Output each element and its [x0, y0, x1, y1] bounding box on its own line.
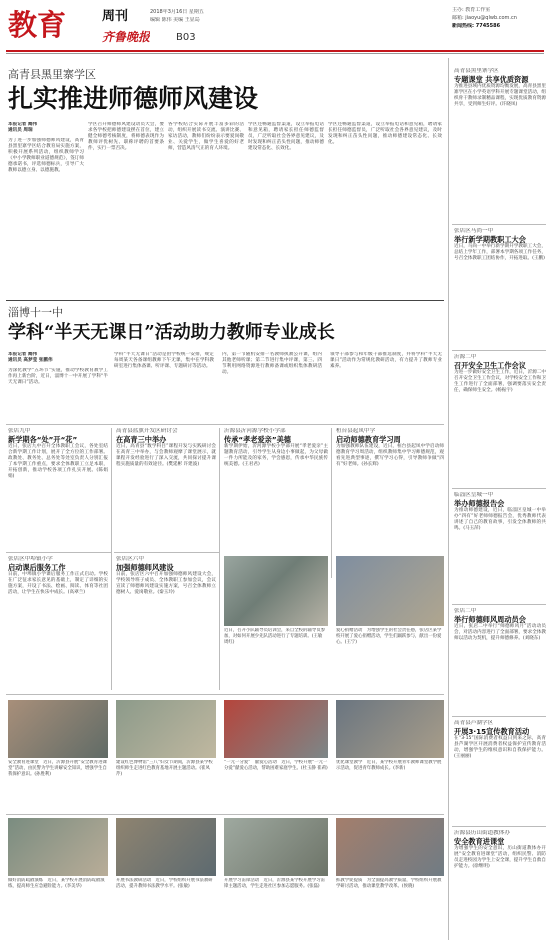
brief-story — [336, 428, 444, 548]
brief-dept: 张店区中埠镇小学 — [8, 556, 53, 562]
news-photo — [336, 556, 444, 626]
right-brief-dept: 沂源县历山街道教体办 — [454, 830, 510, 836]
page-code: B03 — [176, 32, 196, 43]
column-rule — [111, 428, 112, 690]
lead-col-3: 各学校结合实际开展丰富多彩的活动，组织开展读书交流、演讲比赛、家访活动，教师们纷纷表示要爱岗敬业、关爱学生，做学生喜爱的好老师，营造风清气正的育人环境。 — [168, 122, 244, 152]
issue-type: 周刊 — [102, 9, 129, 24]
right-divider — [452, 604, 546, 605]
right-brief-dept: 临淄区皇城一中 — [454, 492, 494, 498]
brief-title: 在高青三中举办 — [116, 435, 167, 444]
photo-caption: 爱心捐赠活动 为增强学生的社会责任感，张店区某学校开展了爱心捐赠活动，学生们踊跃参与，献出一份爱心。(王宁) — [336, 628, 442, 645]
brief-dept: 张店九中 — [8, 428, 31, 434]
brief-divider — [6, 552, 112, 553]
right-brief-title: 举行师德师风周动员会 — [454, 615, 526, 624]
second-kicker: 淄博十一中 — [8, 306, 63, 319]
news-photo — [8, 818, 108, 876]
brief-title: 传承“孝老爱亲”美德 — [224, 435, 291, 444]
section-title: 教育 — [8, 8, 67, 42]
lead-col-4: 学区还畅通监督渠道，设立举报电话和意见箱，聘请家长担任师德监督员，广泛听取社会各界意见建议，及时发现和纠正苗头性问题，推动师德建设常态化、长效化。 — [248, 122, 324, 152]
second-col-2: 学科“半天无课日”活动是由学校统一安排，规定每周某天各备课组教师下午无课，集中在学科教研室进行集体备课、听评课、专题研讨等活动。 — [114, 352, 214, 370]
right-brief — [454, 830, 546, 940]
brief-title: 新学期各“处”开“花” — [8, 435, 78, 444]
right-brief-dept: 高青县芦湖学区 — [454, 720, 494, 726]
photo-caption: 建设红色博物馆“三八”妇女节期间，沂源县某学校组织师生走进红色教育基地开展主题活动。(崔凤芹) — [116, 760, 213, 777]
right-brief-body: 为进一步做好安全卫生工作，近日，沂源二中召开安全卫生工作会议，对学校安全工作和卫生工作进行了全面部署，强调要落实安全责任，确保师生安全。(杨振宇) — [454, 370, 546, 394]
editors-line: 编辑 陈伟 美编 王显岛 — [150, 17, 200, 23]
lead-col-2: 学区召开师德师风建设动员大会，要求各学校把师德建设摆在首位，建立健全师德考核制度，将师德表现作为教师评优树先、职称评聘的首要条件，实行一票否决。 — [88, 122, 164, 152]
right-brief-body: 近日，马尚一中举行新学期开学教职工大会，总结上学年工作，部署本学期各项工作任务，号召全体教职工团结协作，开拓进取。(王鹏) — [454, 244, 546, 262]
right-column-divider — [448, 58, 449, 940]
lead-col-1: 为了进一步加强师德师风建设，高青县黑里寨学区结合教育局实施方案，积极开展系列活动，组织教师学习《中小学教师职业道德规范》，签订师德承诺书，评选师德标兵，引导广大教师以德立身、以德施教。 — [8, 138, 84, 174]
lead-divider — [6, 300, 444, 301]
right-brief — [454, 228, 546, 348]
right-brief-title: 专题课堂 共享优质资源 — [454, 75, 529, 84]
news-photo — [116, 818, 216, 876]
brief-body: 近日，高青县“数学科目”课程开发与实践研讨会在高青三中举办，与会教师观摩了课堂展示，就课程开发经验进行了深入交流，共同探讨提升课程实施质量的有效途径。(樊延彬 许建波) — [116, 444, 216, 468]
photo-grid-divider — [6, 694, 444, 695]
column-rule — [219, 428, 220, 690]
date-line: 2018年3月16日 星期五 — [150, 9, 204, 15]
news-photo — [224, 700, 328, 758]
right-brief-title: 召开安全卫生工作会议 — [454, 361, 526, 370]
brief-body: 为加强教师队伍建设，近日，桓台县起凤中学启动师德教育学习周活动，组织教师集中学习师德规范，观看先进典型事迹，撰写学习心得，引导教师争做“四有”好老师。(孙长辉) — [336, 444, 444, 468]
brief-dept: 桓台县起凤中学 — [336, 428, 376, 434]
brief-body: 日前，中埠镇小学课后服务工作正式启动。学校在广泛征求家长意见的基础上，制定了详细的实施方案，开设了书法、绘画、阅读、体育等社团活动，让学生在快乐中成长。(高翠兰) — [8, 572, 108, 596]
brief-title: 启动课后服务工作 — [8, 563, 66, 572]
lead-headline: 扎实推进师德师风建设 — [8, 84, 259, 113]
right-brief — [454, 492, 546, 602]
photo-caption: 优化课堂教学 近日，某学校开展青年教师课堂教学展示活动，促进青年教师成长。(李新) — [336, 760, 442, 771]
brief-story — [116, 428, 216, 548]
news-photo — [224, 556, 328, 626]
brief-dept: 高青县蓝旗开发区研讨会 — [116, 428, 178, 434]
contact-line-3-text: 新闻热线: 7745586 — [452, 23, 501, 29]
right-divider — [452, 488, 546, 489]
brief-story — [8, 556, 108, 690]
second-headline: 学科“半天无课日”活动助力教师专业成长 — [8, 322, 335, 343]
photo-caption: 近日，召开小队辅导员培训会，来自全校的辅导员参加，对如何开展少先队活动进行了专题培训。(王敏 周红) — [224, 628, 325, 645]
right-brief — [454, 720, 546, 824]
right-brief-dept: 高青县黑里寨学区 — [454, 68, 499, 74]
contact-line-1: 主办: 教育工作室 — [452, 7, 491, 13]
news-photo — [336, 700, 444, 758]
second-byline: 本报记者 阚伟 通讯员 高梦莹 张鹏伟 — [8, 352, 53, 364]
right-brief — [454, 608, 546, 714]
right-brief-title: 举行新学期教职工大会 — [454, 235, 526, 244]
column-rule — [331, 428, 332, 578]
right-brief-title: 安全教育进课堂 — [454, 837, 505, 846]
news-photo — [8, 700, 108, 758]
photo-caption: 开展书法教研活动 近日，学校组织开展书法教研活动，提升教师书法教学水平。(张敏) — [116, 878, 213, 889]
brief-body: 日前，张店区六中召开加强师德师风建设大会，学校领导班子成员、全体教职工参加会议，会议宣读了师德师风建设实施方案，号召全体教师立德树人、爱岗敬业。(秦玉玲) — [116, 572, 216, 596]
right-brief — [454, 354, 546, 484]
lead-col-5 — [328, 122, 442, 288]
right-brief-body: 近日，张店二中举行“师德师风月”活动动员会，对活动内容进行了全面部署，要求全体教师以活动为契机，提升师德修养。(刘晓东) — [454, 624, 546, 642]
masthead-rule-thin — [6, 53, 544, 54]
brief-dept: 张店区六中 — [116, 556, 144, 562]
brief-dept: 沂源县沂河源学校小学部 — [224, 428, 286, 434]
masthead-rule — [6, 50, 544, 52]
news-photo — [224, 818, 328, 876]
right-divider — [452, 224, 546, 225]
photo-caption: “一元一分爱” 献爱心活动 近日，学校开展“一元一分爱”献爱心活动，帮助困难家庭学生。(杜玉静 崔莉) — [224, 760, 328, 771]
contact-line-3 — [452, 23, 548, 30]
photo-caption: 开展学习雷锋活动 近日，沂源县某学校开展学习雷锋主题活动，学生走进社区参加志愿服务。(张磊) — [224, 878, 325, 889]
right-brief-body: 为增强学生的安全意识，历山街道教体办开展“安全教育进课堂”活动，组织民警、消防员走进校园为学生上安全课，提升学生自救自护能力。(徐继明) — [454, 846, 546, 870]
right-divider — [452, 716, 546, 717]
paper-logo: 齐鲁晚报 — [102, 30, 151, 44]
lead-col-5-text: 学区还畅通监督渠道，设立举报电话和意见箱，聘请家长担任师德监督员，广泛听取社会各界意见建议，及时发现和纠正苗头性问题，推动师德建设常态化、长效化。 — [328, 122, 442, 146]
photo-caption: 抓教学促提质 为全面提高教学质量，学校组织开展教学研讨活动，推动课堂教学改革。(侯晓) — [336, 878, 442, 889]
brief-body: 新学期伊始，沂河源学校小学部开展“孝老爱亲”主题教育活动，引导学生从身边小事做起，为父母做一件力所能及的家务，学会感恩，传承中华民族传统美德。(王君君) — [224, 444, 328, 468]
right-brief-dept: 沂源二中 — [454, 354, 477, 360]
right-brief-body: 为推进县域内优质资源均衡发展，高青县黑里寨学区在小学英语学科开展专题课堂活动，组织骨干教师录制精品课程，实现优质教育资源共享，受到师生好评。(许晓凤) — [454, 84, 546, 108]
contact-line-2: 邮箱: jiaoyu@qlwb.com.cn — [452, 15, 517, 21]
brief-divider — [114, 552, 220, 553]
right-brief-title: 开展3·15宣传教育活动 — [454, 727, 530, 736]
right-brief — [454, 68, 546, 220]
second-col-1: 为深化教学“五环节”实施，推动学校教育教学工作再上新台阶，近日，淄博十一中开展了学科“半天无课日”活动。 — [8, 368, 108, 386]
photo-caption: 安全教育进课堂 近日，沂源县开展“安全教育进课堂”活动，由民警为学生讲解安全知识，增强学生自我保护意识。(孙胜利) — [8, 760, 107, 777]
news-photo — [336, 818, 444, 876]
right-divider — [452, 350, 546, 351]
news-photo — [116, 700, 216, 758]
right-brief-dept: 张店区马尚一中 — [454, 228, 494, 234]
brief-title: 启动师德教育学习周 — [336, 435, 401, 444]
second-col-3: 内，第一节随机安排一名教师执教公开课，组内其他老师听课；第二节进行集中评课，第三、四节利用网络资源进行教师备课或组织集体教研活动。 — [222, 352, 322, 376]
brief-story — [116, 556, 216, 690]
second-divider — [6, 424, 444, 425]
lead-kicker: 高青县黑里寨学区 — [8, 68, 96, 81]
right-brief-title: 举办师德报告会 — [454, 499, 505, 508]
brief-title: 加强师德师风建设 — [116, 563, 174, 572]
brief-body: 近日，张店九中召开全体教职工会议，各处室结合新学期工作计划，展开了全方位的工作部署。政教处、教务处、总务处等处室负责人分别汇报了本学期工作重点，要求全体教职工立足本职，开拓创新，推动学校各项工作扎实开展。(陈娟娟) — [8, 444, 108, 480]
right-brief-body: 在“3·15”国际消费者权益日到来之际，高青县芦湖学区开展消费者权益保护宣传教育活动，增强学生的维权意识和自我保护能力。(王丽丽) — [454, 736, 546, 760]
right-brief-dept: 张店二中 — [454, 608, 477, 614]
lead-byline: 本报记者 阚伟 通讯员 周瑞 — [8, 122, 38, 134]
right-brief-body: 为推动师德建设，近日，临淄区皇城一中举办“四有”好老师师德报告会，优秀教师代表讲述了自己的教育故事，引发全体教师的共鸣。(马玉萍) — [454, 508, 546, 532]
right-divider — [452, 826, 546, 827]
brief-story — [8, 428, 108, 548]
second-col-4: 领导干部参与和年级干部推选制度，并将学科“半天无课日”活动作为常规化教研活动，有力提升了教师专业素养。 — [330, 352, 442, 370]
photo-grid-divider — [6, 814, 444, 815]
brief-story — [224, 428, 328, 548]
photo-caption: 做好消防疏散演练 近日，某学校开展消防疏散演练，提高师生应急避险能力。(李美华) — [8, 878, 105, 889]
